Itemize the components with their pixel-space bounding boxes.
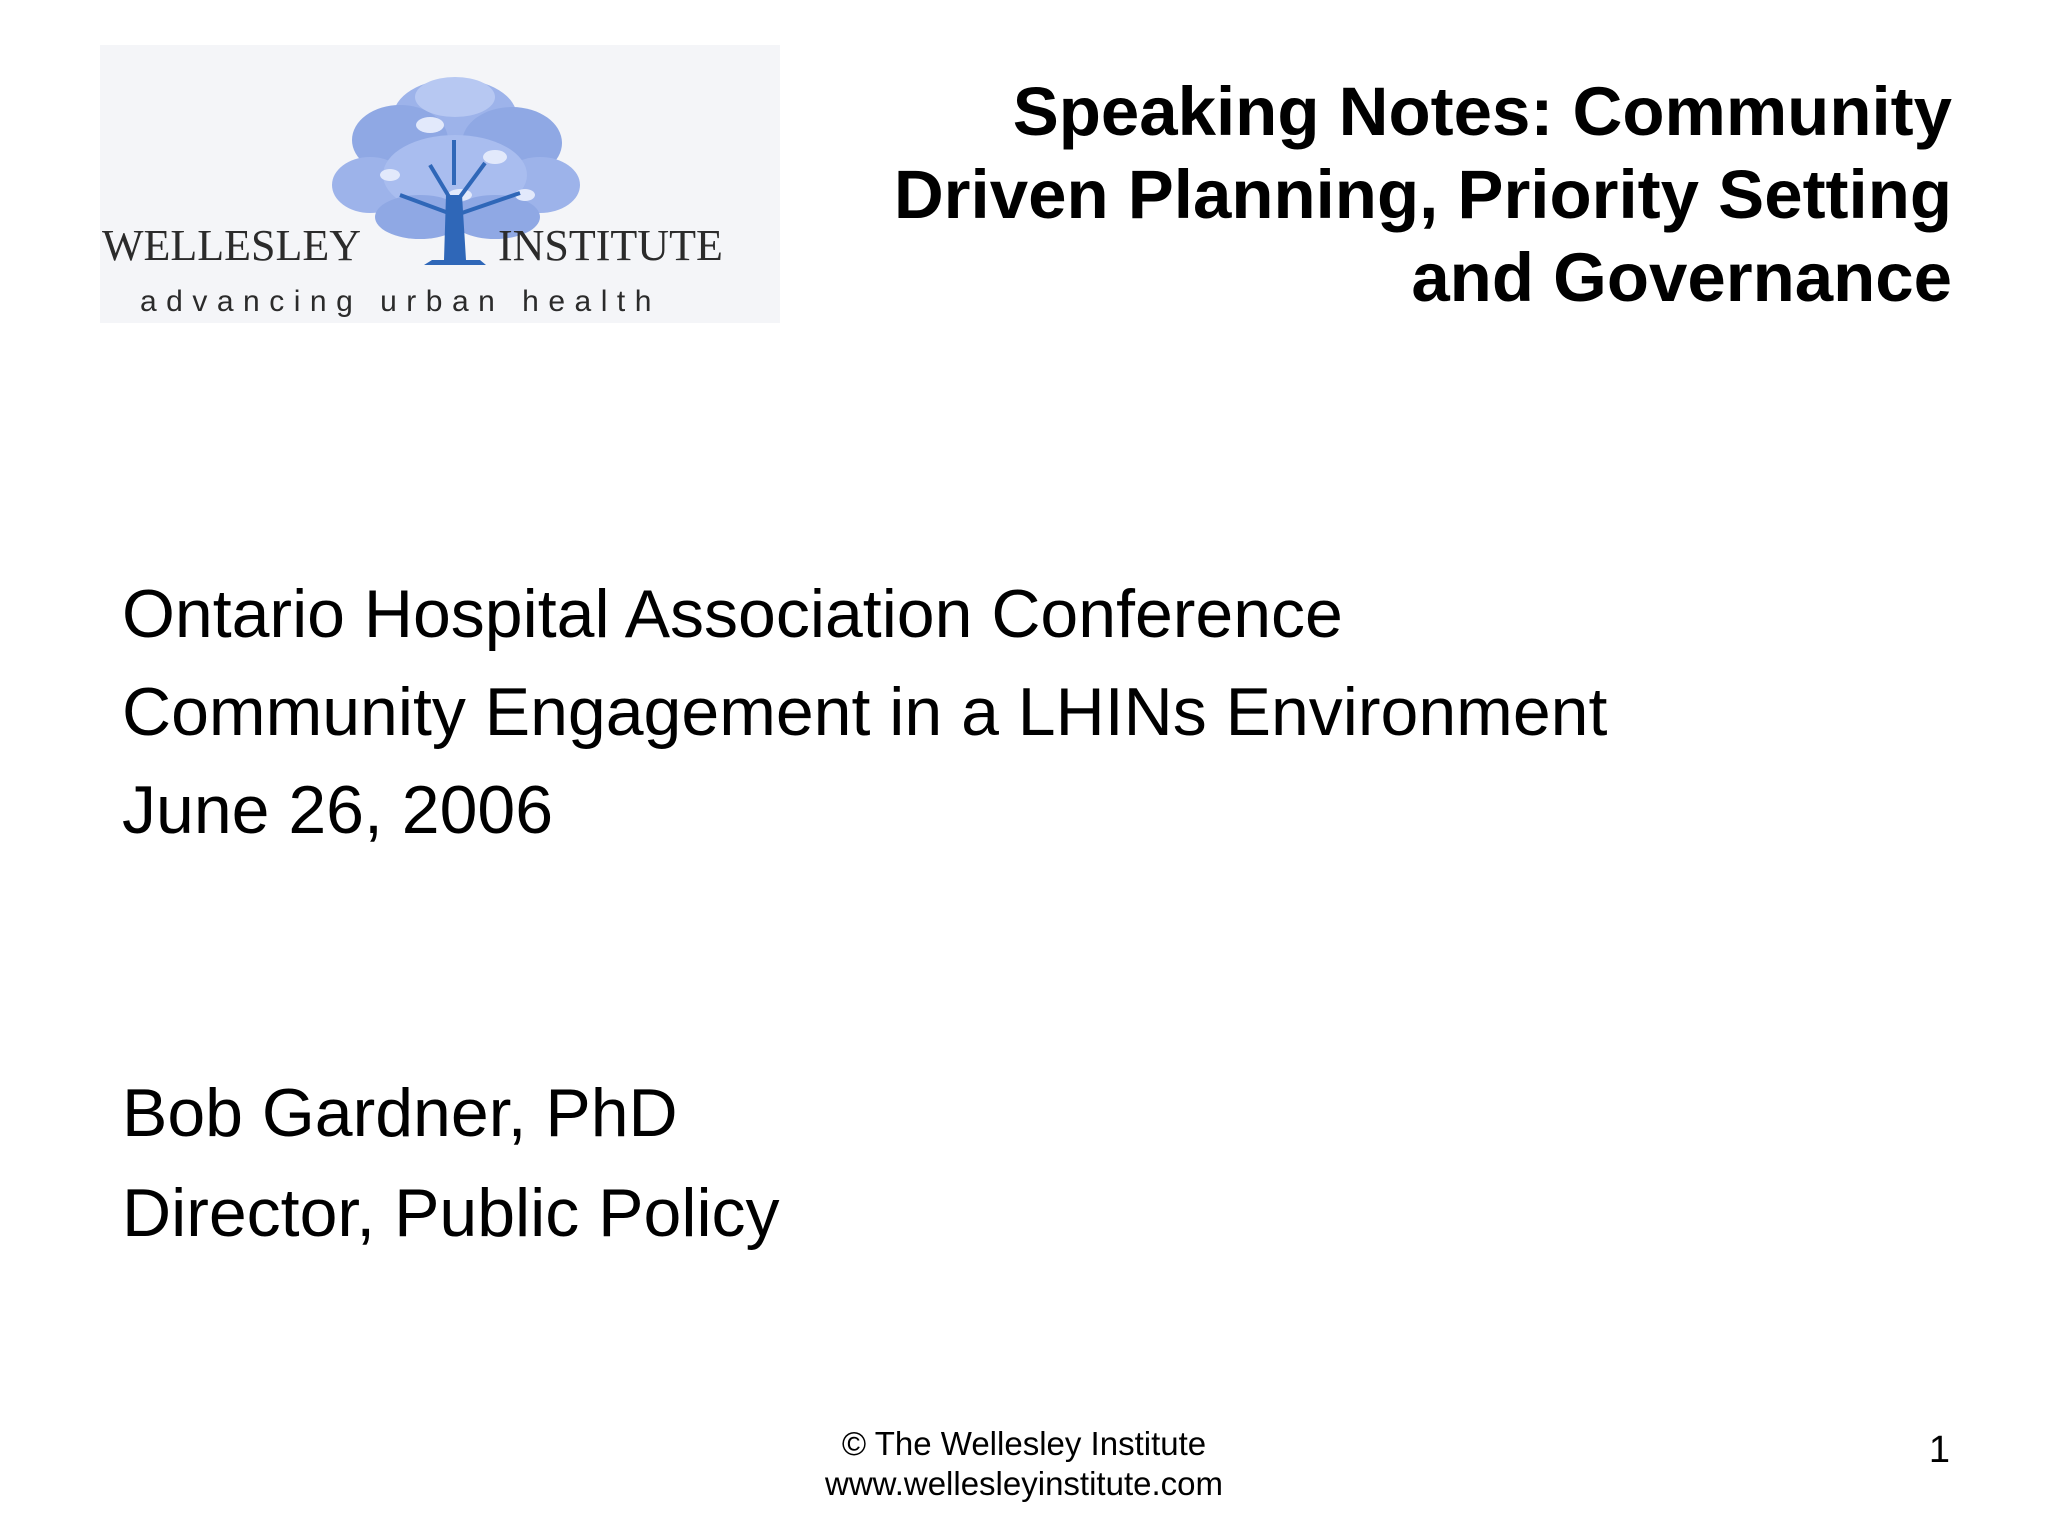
author-name: Bob Gardner, PhD <box>122 1075 678 1151</box>
author-details <box>122 1063 780 1263</box>
footer-copyright: © The Wellesley Institute <box>841 1425 1207 1462</box>
event-session: Community Engagement in a LHINs Environment <box>122 674 1608 750</box>
title-line-1: Speaking Notes: Community <box>1012 73 1952 150</box>
wellesley-institute-logo <box>100 45 780 323</box>
page-number: 1 <box>1928 1429 1950 1471</box>
event-conference: Ontario Hospital Association Conference <box>122 576 1343 652</box>
logo-graphic <box>100 45 780 323</box>
event-details <box>122 565 1607 859</box>
slide-footer <box>0 1424 2048 1504</box>
title-line-2: Driven Planning, Priority Setting <box>893 156 1952 233</box>
author-role: Director, Public Policy <box>122 1175 780 1251</box>
logo-name-left: WELLESLEY <box>102 221 362 270</box>
event-date: June 26, 2006 <box>122 772 554 848</box>
logo-tagline: advancing urban health <box>140 285 661 318</box>
logo-name-right: INSTITUTE <box>498 221 723 270</box>
footer-url: www.wellesleyinstitute.com <box>825 1465 1223 1502</box>
title-line-3: and Governance <box>1411 239 1952 316</box>
slide-title <box>852 70 1952 319</box>
